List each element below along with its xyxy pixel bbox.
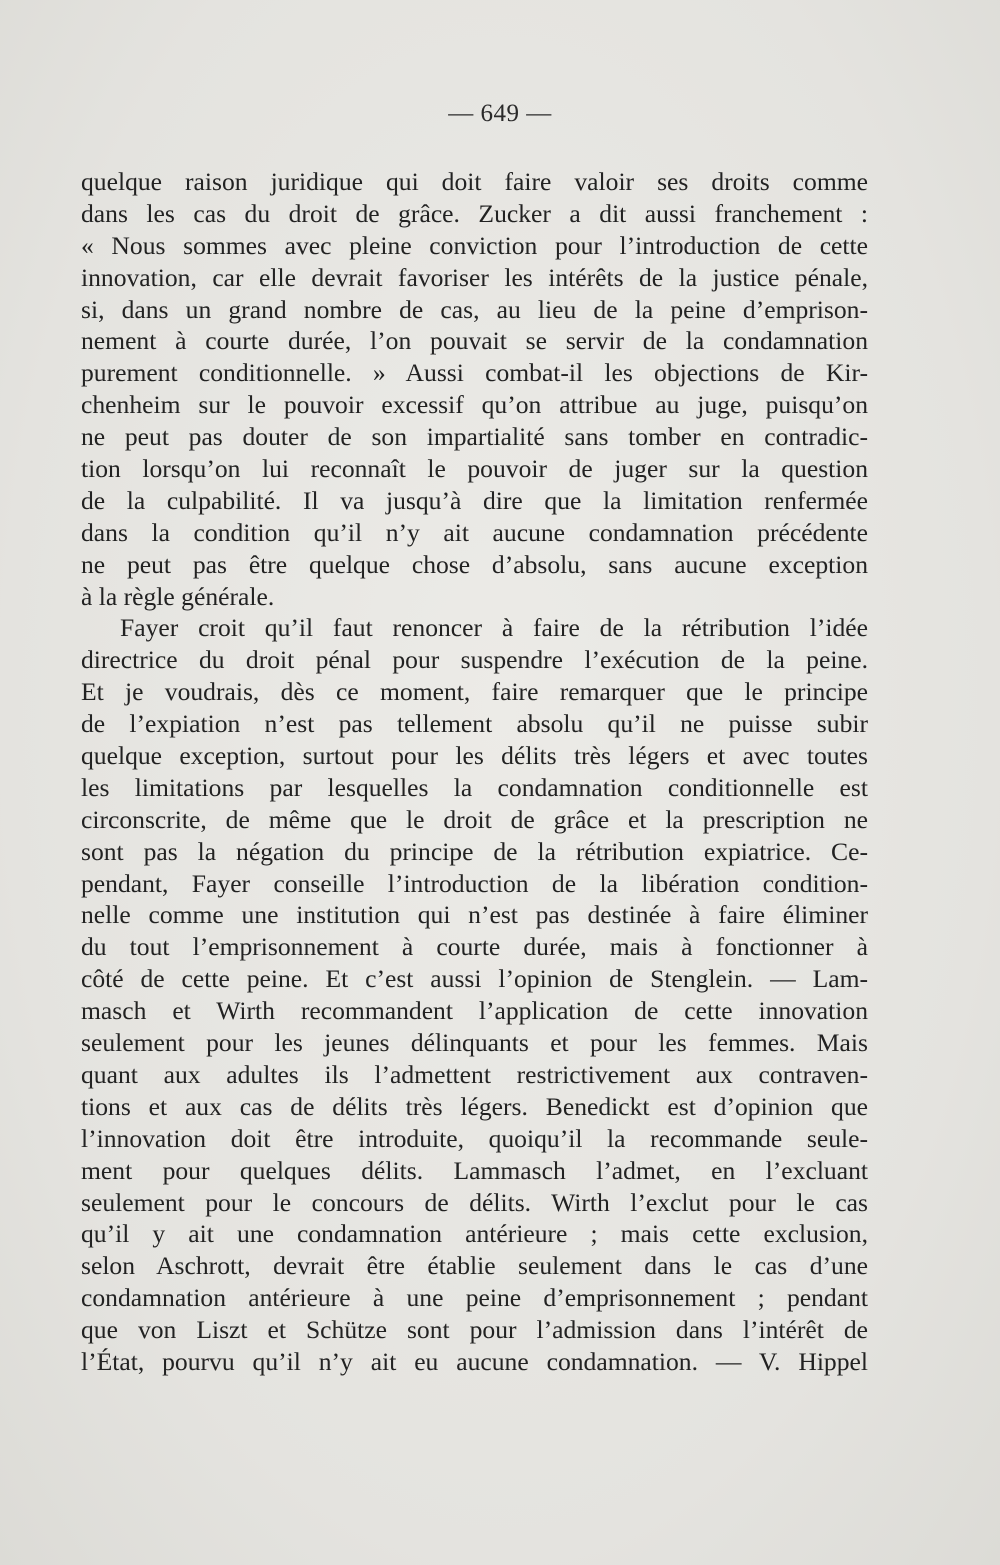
text-line: nelle comme une institution qui n’est pas destinée à faire éliminer xyxy=(81,900,868,930)
page-number: — 649 — xyxy=(448,100,552,127)
text-line: de l’expiation n’est pas tellement absolu qu’il ne puisse subir xyxy=(81,709,868,739)
text-line: les limitations par lesquelles la condamnation conditionnelle est xyxy=(81,772,868,802)
text-line: dans la condition qu’il n’y ait aucune condamnation précédente xyxy=(81,517,868,547)
text-line: du tout l’emprisonnement à courte durée, mais à fonctionner à xyxy=(81,932,868,962)
text-line: pendant, Fayer conseille l’introduction de la libération condition- xyxy=(81,868,868,898)
text-line: circonscrite, de même que le droit de grâce et la prescription ne xyxy=(81,804,868,834)
text-line: sont pas la négation du principe de la rétribution expiatrice. Ce- xyxy=(81,836,868,866)
text-line: ne peut pas être quelque chose d’absolu, sans aucune exception xyxy=(81,549,868,579)
text-line: condamnation antérieure à une peine d’emprisonnement ; pendant xyxy=(81,1283,868,1313)
text-line: tion lorsqu’on lui reconnaît le pouvoir de juger sur la question xyxy=(81,454,868,484)
text-line: quant aux adultes ils l’admettent restrictivement aux contraven- xyxy=(81,1059,868,1089)
text-line: directrice du droit pénal pour suspendre l’exécution de la peine. xyxy=(81,645,868,675)
text-line: selon Aschrott, devrait être établie seulement dans le cas d’une xyxy=(81,1251,868,1281)
text-line: dans les cas du droit de grâce. Zucker a dit aussi franchement : xyxy=(81,198,868,228)
text-line: quelque raison juridique qui doit faire valoir ses droits comme xyxy=(81,167,868,196)
text-line: ment pour quelques délits. Lammasch l’admet, en l’excluant xyxy=(81,1155,868,1185)
text-line: l’innovation doit être introduite, quoiqu’il la recommande seule- xyxy=(81,1123,868,1153)
text-line: côté de cette peine. Et c’est aussi l’opinion de Stenglein. — Lam- xyxy=(81,964,868,994)
text-line: si, dans un grand nombre de cas, au lieu de la peine d’emprison- xyxy=(81,294,868,324)
text-line: innovation, car elle devrait favoriser les intérêts de la justice pénale, xyxy=(81,262,868,292)
text-line: qu’il y ait une condamnation antérieure ; mais cette exclusion, xyxy=(81,1219,868,1249)
text-line: à la règle générale. xyxy=(81,581,275,611)
body-text xyxy=(81,166,868,1378)
text-line: seulement pour les jeunes délinquants et pour les femmes. Mais xyxy=(81,1028,868,1058)
text-line: purement conditionnelle. » Aussi combat-il les objections de Kir- xyxy=(81,358,868,388)
text-line: quelque exception, surtout pour les délits très légers et avec toutes xyxy=(81,741,868,771)
text-line: chenheim sur le pouvoir excessif qu’on attribue au juge, puisqu’on xyxy=(81,390,868,420)
text-line: masch et Wirth recommandent l’application de cette innovation xyxy=(81,996,868,1026)
text-line: ne peut pas douter de son impartialité sans tomber en contradic- xyxy=(81,422,868,452)
text-line: l’État, pourvu qu’il n’y ait eu aucune condamnation. — V. Hippel xyxy=(81,1346,868,1376)
text-line: Et je voudrais, dès ce moment, faire remarquer que le principe xyxy=(81,677,868,707)
text-line: de la culpabilité. Il va jusqu’à dire que la limitation renfermée xyxy=(81,485,868,515)
text-line: que von Liszt et Schütze sont pour l’admission dans l’intérêt de xyxy=(81,1315,868,1345)
text-line: tions et aux cas de délits très légers. Benedickt est d’opinion que xyxy=(81,1091,868,1121)
text-line: Fayer croit qu’il faut renoncer à faire de la rétribution l’idée xyxy=(120,613,868,643)
text-line: nement à courte durée, l’on pouvait se servir de la condamnation xyxy=(81,326,868,356)
text-line: « Nous sommes avec pleine conviction pour l’introduction de cette xyxy=(81,230,868,260)
text-line: seulement pour le concours de délits. Wirth l’exclut pour le cas xyxy=(81,1187,868,1217)
